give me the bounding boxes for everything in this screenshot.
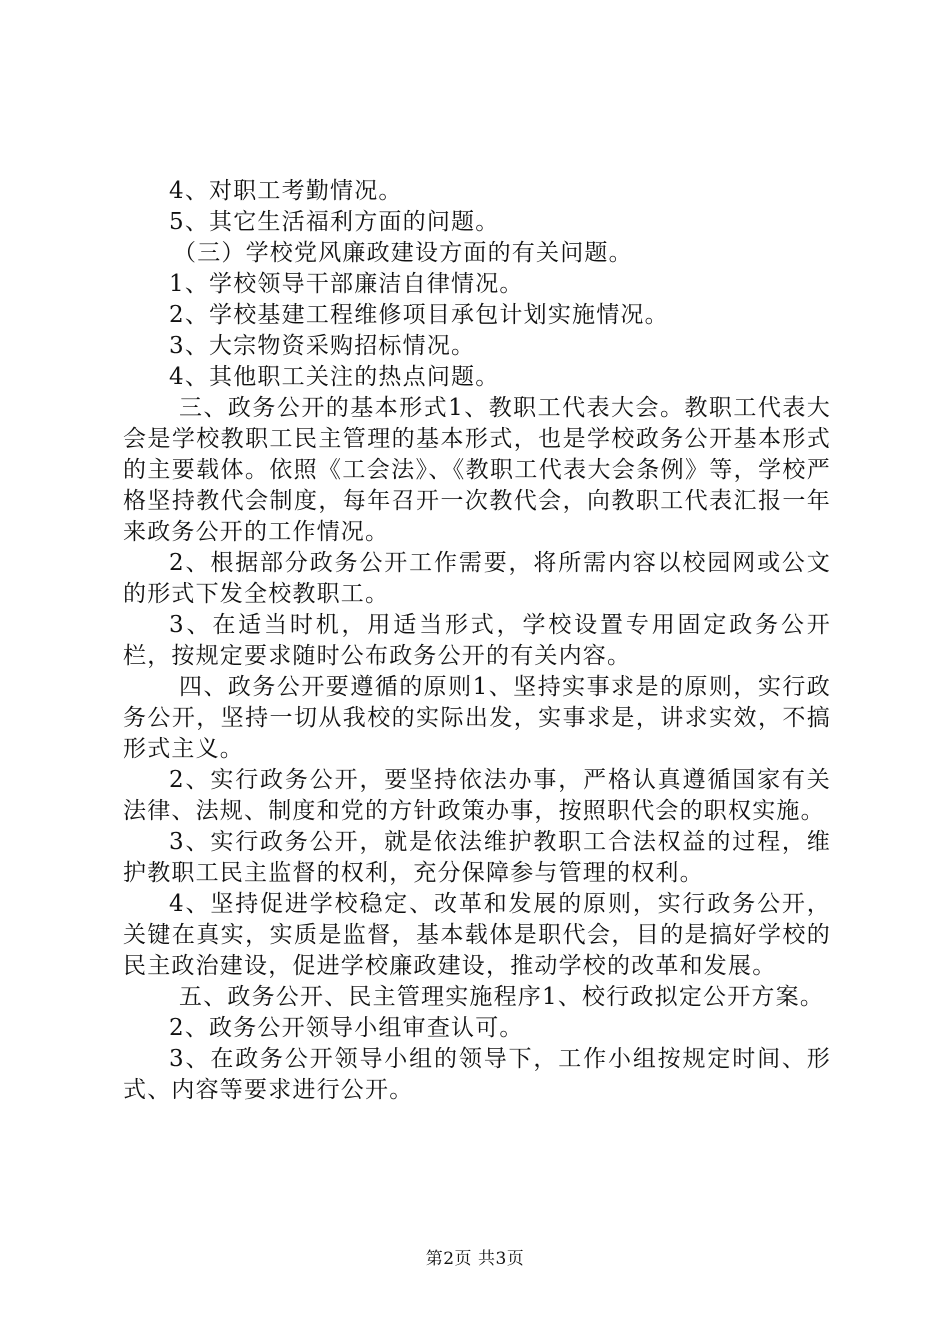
paragraph-item-3-procurement: 3、大宗物资采购招标情况。 xyxy=(169,333,476,359)
paragraph-principles-item-3: 3、实行政务公开，就是依法维护教职工合法权益的过程，维护教职工民主监督的权利，充分保障参与管理的权利。 xyxy=(123,829,831,886)
paragraph-procedure-item-2: 2、政务公开领导小组审查认可。 xyxy=(169,1015,524,1041)
paragraph-procedure-item-3: 3、在政务公开领导小组的领导下，工作小组按规定时间、形式、内容等要求进行公开。 xyxy=(123,1046,831,1103)
section-heading-procedure: 五、政务公开、民主管理实施程序1、校行政拟定公开方案。 xyxy=(179,984,825,1010)
paragraph-principles-item-2: 2、实行政务公开，要坚持依法办事，严格认真遵循国家有关法律、法规、制度和党的方针政策办事，按照职代会的职权实施。 xyxy=(123,767,831,824)
paragraph-principles-item-4: 4、坚持促进学校稳定、改革和发展的原则，实行政务公开，关键在真实，实质是监督，基本载体是职代会，目的是搞好学校的民主政治建设，促进学校廉政建设，推动学校的改革和发展。 xyxy=(123,891,831,979)
paragraph-item-5-welfare: 5、其它生活福利方面的问题。 xyxy=(169,209,500,235)
section-heading-party-conduct: （三）学校党风廉政建设方面的有关问题。 xyxy=(173,240,633,266)
paragraph-item-4-hot-issues: 4、其他职工关注的热点问题。 xyxy=(169,364,500,390)
paragraph-forms-item-2: 2、根据部分政务公开工作需要，将所需内容以校园网或公文的形式下发全校教职工。 xyxy=(123,550,831,607)
page-number-footer: 第2页 共3页 xyxy=(425,1249,525,1269)
paragraph-forms-item-3: 3、在适当时机，用适当形式，学校设置专用固定政务公开栏，按规定要求随时公布政务公开的有关内容。 xyxy=(123,612,831,669)
paragraph-item-1-self-discipline: 1、学校领导干部廉洁自律情况。 xyxy=(169,271,524,297)
paragraph-item-4-attendance: 4、对职工考勤情况。 xyxy=(169,178,403,204)
section-heading-principles: 四、政务公开要遵循的原则1、坚持实事求是的原则，实行政务公开，坚持一切从我校的实际出发，实事求是，讲求实效，不搞形式主义。 xyxy=(123,674,831,762)
paragraph-item-2-construction: 2、学校基建工程维修项目承包计划实施情况。 xyxy=(169,302,669,328)
section-heading-basic-forms: 三、政务公开的基本形式1、教职工代表大会。教职工代表大会是学校教职工民主管理的基本形式，也是学校政务公开基本形式的主要载体。依照《工会法》、《教职工代表大会条例》等，学校严格坚持教代会制度，每年召开一次教代会，向教职工代表汇报一年来政务公开的工作情况。 xyxy=(123,395,831,545)
document-body xyxy=(123,176,831,1106)
